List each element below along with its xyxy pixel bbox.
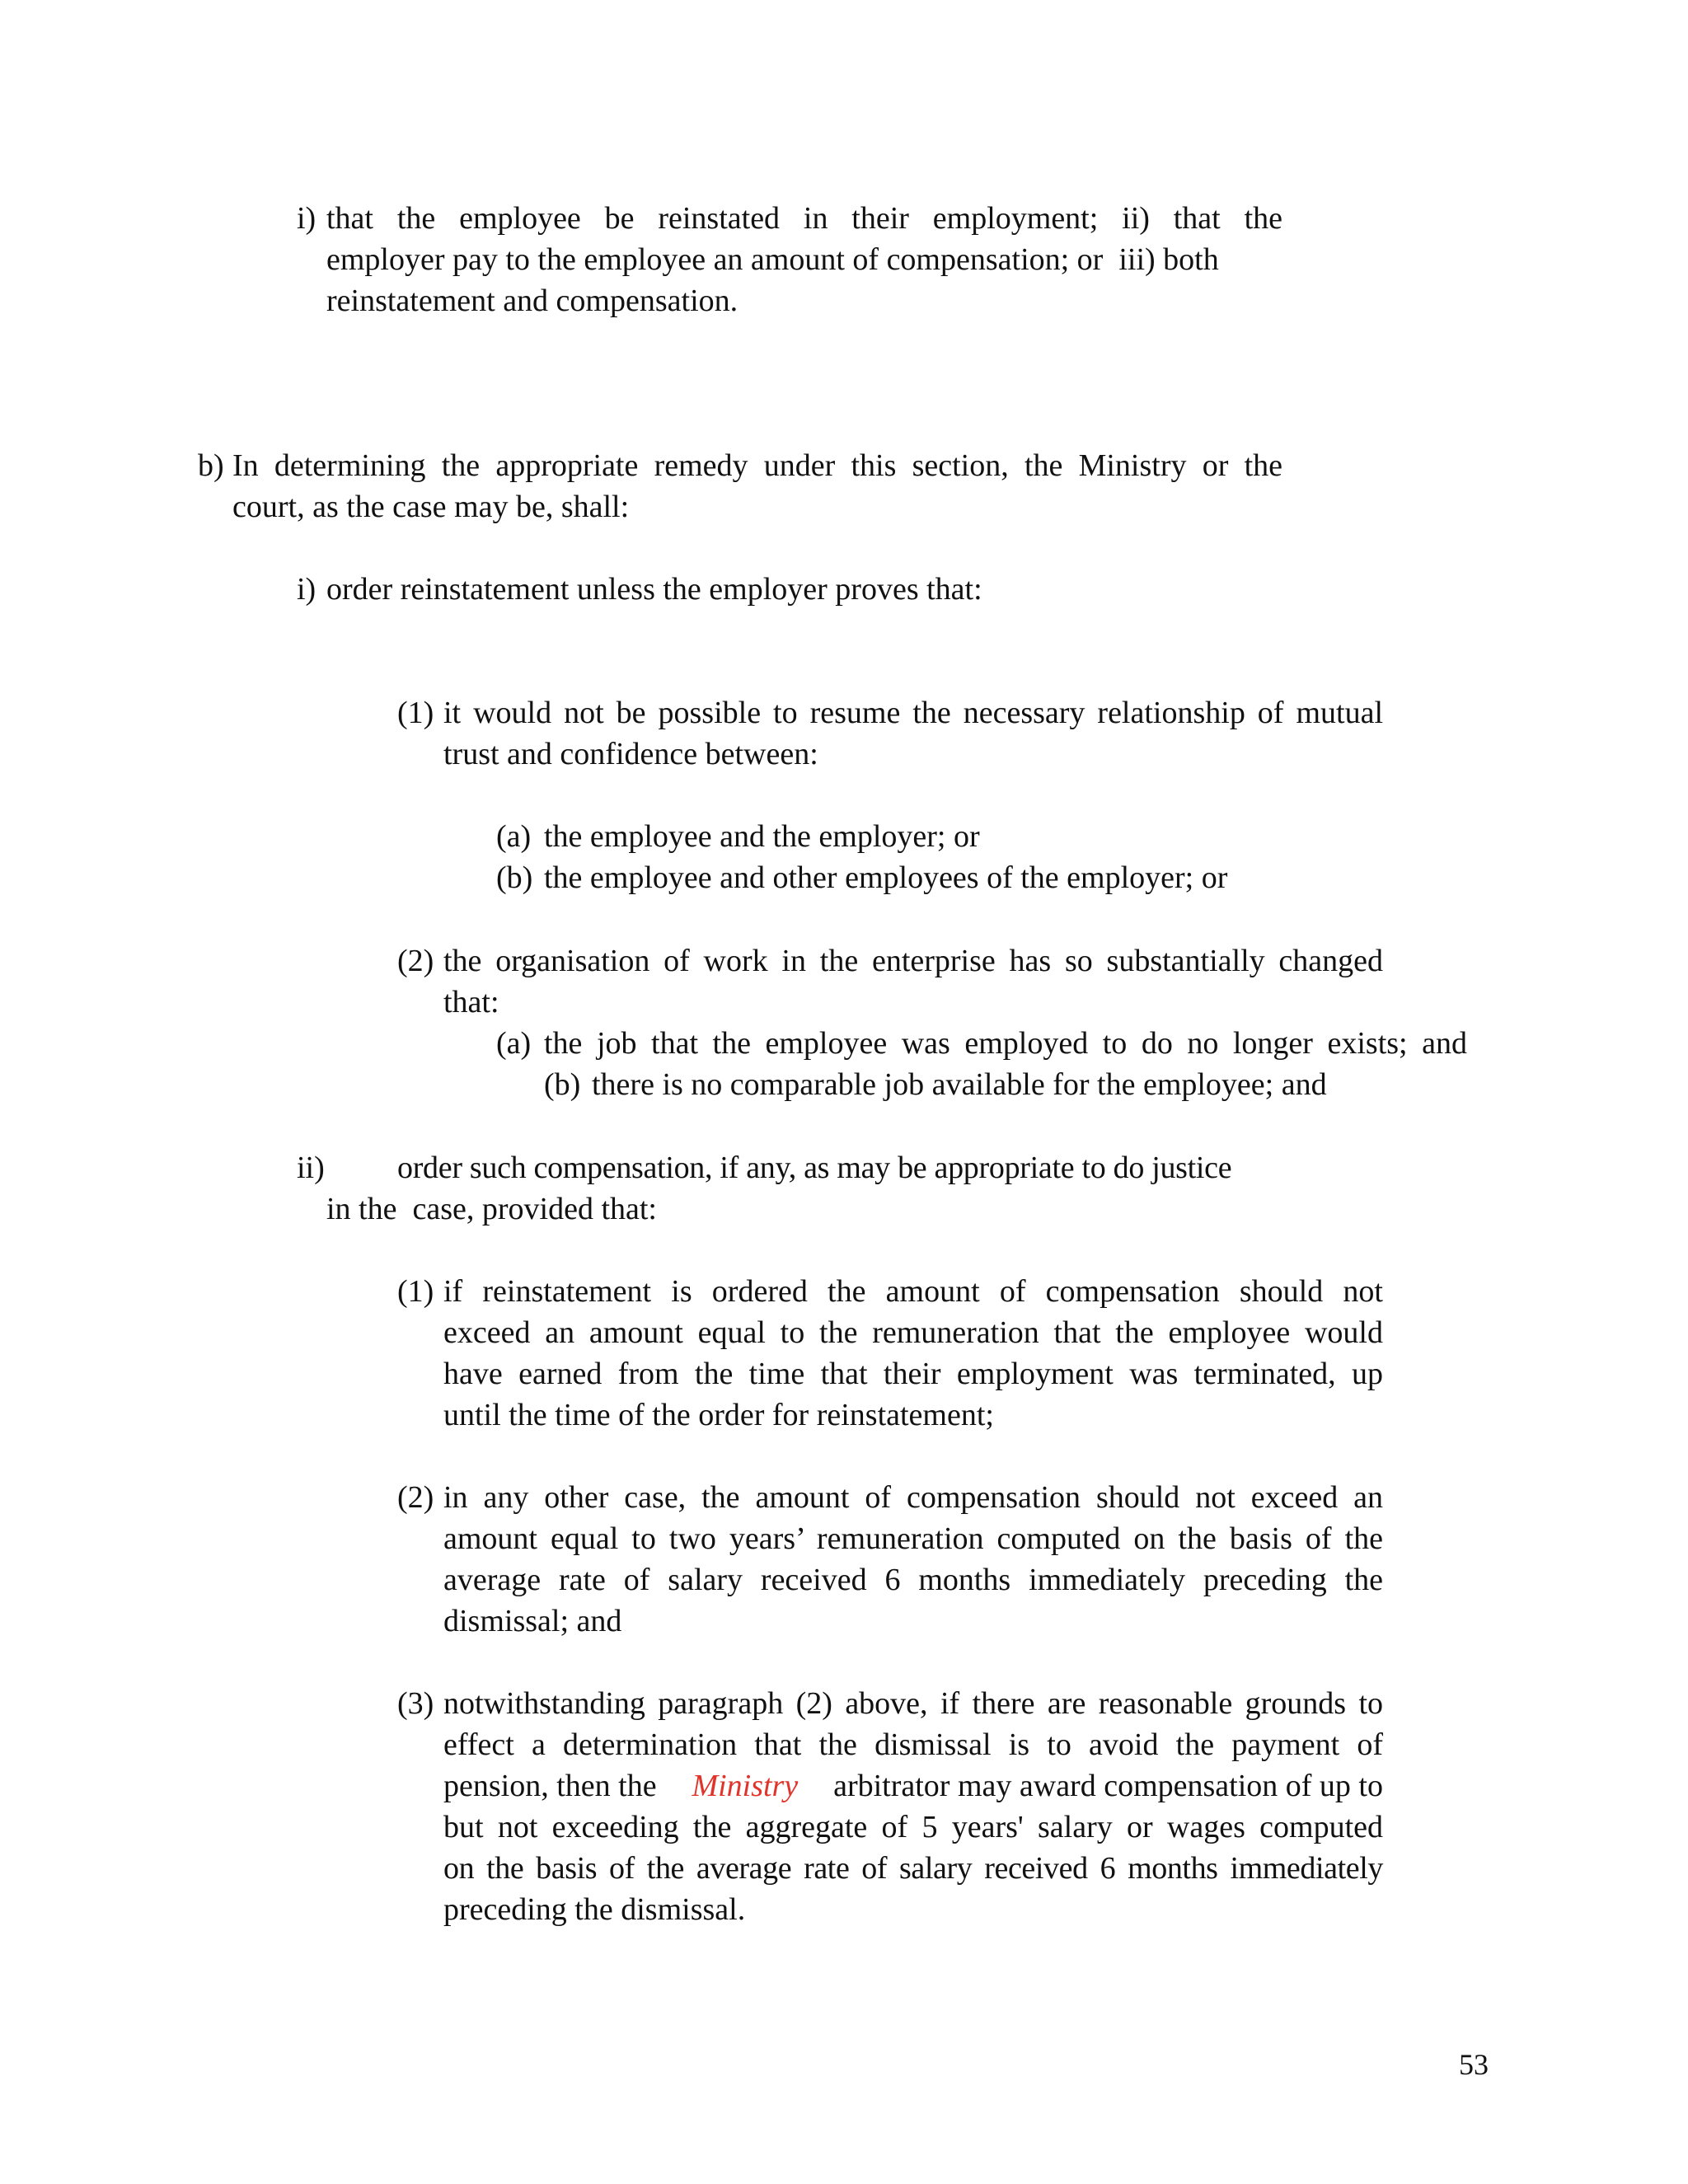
item-i-2-b-label: (b) [544,1067,581,1102]
item-i-2-line-2: that: [443,985,499,1019]
pre-line-1: that the employee be reinstated in their employment; ii) that the [326,201,1282,236]
item-ii-3-line-3 [443,1765,1383,1807]
item-ii-2-line-2: amount equal to two years’ remuneration computed on the basis of the [443,1521,1383,1556]
item-i-1-a-text: the employee and the employer; or [544,819,980,854]
item-i-1-line-1: it would not be possible to resume the necessary relationship of mutual [443,696,1383,730]
item-i-2-a-text: the job that the employee was employed to do no longer exists; and [544,1026,1467,1061]
pre-line-2: employer pay to the employee an amount of compensation; or iii) both [326,242,1219,277]
item-ii-1-line-2: exceed an amount equal to the remuneration that the employee would [443,1315,1383,1350]
item-ii-3-line-1: notwithstanding paragraph (2) above, if there are reasonable grounds to [443,1686,1383,1721]
item-i-1-b-text: the employee and other employees of the employer; or [544,860,1228,895]
item-ii-1-label: (1) [397,1274,434,1309]
item-ii-2-line-4: dismissal; and [443,1604,622,1638]
item-i-1-label: (1) [397,696,434,730]
pre-item-label: i) [297,201,316,236]
item-i-text: order reinstatement unless the employer proves that: [326,572,982,607]
item-ii-line-1: order such compensation, if any, as may be appropriate to do justice [397,1151,1232,1185]
item-i-2-line-1: the organisation of work in the enterprise has so substantially changed [443,944,1383,978]
section-b-label: b) [198,448,224,483]
item-i-label: i) [297,572,316,607]
item-ii-3-line-6: preceding the dismissal. [443,1892,746,1927]
item-i-2-label: (2) [397,944,434,978]
item-ii-1-line-3: have earned from the time that their employment was terminated, up [443,1357,1383,1391]
item-ii-1-line-4: until the time of the order for reinstatement; [443,1398,994,1432]
item-ii-2-line-1: in any other case, the amount of compensation should not exceed an [443,1480,1383,1515]
page-number: 53 [1459,2048,1489,2081]
item-ii-line-2: in the case, provided that: [326,1192,657,1226]
item-ii-2-label: (2) [397,1480,434,1515]
section-b-line-1: In determining the appropriate remedy under this section, the Ministry or the [232,448,1282,483]
item-ii-3-line-5: on the basis of the average rate of salary received 6 months immediately [443,1851,1383,1886]
pre-line-3: reinstatement and compensation. [326,284,738,318]
item-ii-3-line-2: effect a determination that the dismissal is to avoid the payment of [443,1727,1383,1762]
item-i-2-a-label: (a) [496,1026,532,1061]
item-i-1-b-label: (b) [496,860,533,895]
item-i-1-line-2: trust and confidence between: [443,737,818,771]
item-ii-3-line-3-post: arbitrator may award compensation of up to [825,1769,1383,1803]
item-i-1-a-label: (a) [496,819,532,854]
item-ii-label: ii) [297,1151,325,1185]
item-ii-3-label: (3) [397,1686,434,1721]
item-ii-3-line-3-pre: pension, then the [443,1769,665,1803]
item-ii-2-line-3: average rate of salary received 6 months immediately preceding the [443,1563,1383,1597]
ministry-highlight: Ministry [692,1769,799,1803]
item-ii-1-line-1: if reinstatement is ordered the amount of compensation should not [443,1274,1383,1309]
item-ii-3-line-4: but not exceeding the aggregate of 5 years' salary or wages computed [443,1810,1383,1844]
item-i-2-b-text: there is no comparable job available for the employee; and [592,1067,1327,1102]
section-b-line-2: court, as the case may be, shall: [232,490,630,524]
